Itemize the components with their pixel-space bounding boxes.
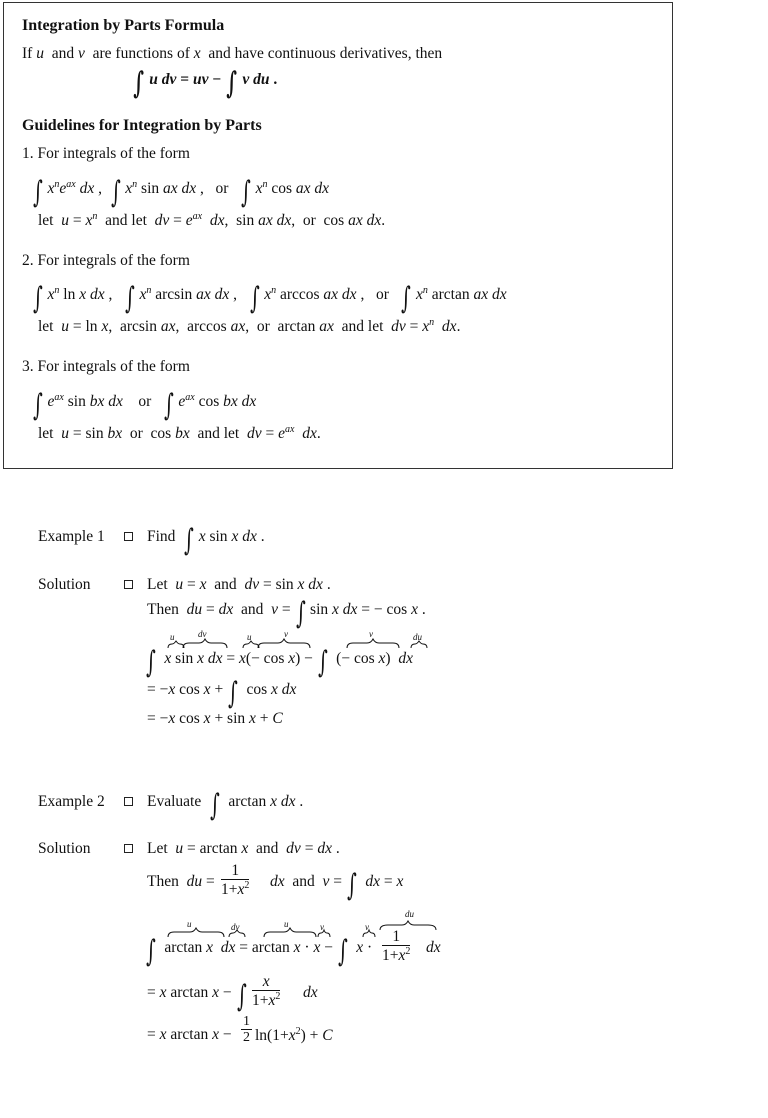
solution-2-line3-dx: dx	[426, 939, 441, 956]
guideline-3-head: 3. For integrals of the form	[22, 358, 190, 375]
solution-2-label: Solution	[38, 840, 91, 857]
solution-1-line1: Let u = x and dv = sin x dx .	[147, 576, 331, 593]
solution-1-line2: Then du = dx and v = ∫ sin x dx = − cos x .	[147, 596, 426, 631]
label-u: u	[170, 632, 175, 642]
svg-text:du: du	[405, 909, 414, 919]
guideline-1-forms: ∫ $x^ne^{ax}$ dx , ∫ $x^n$ sin ax dx , or ∫ $x^n$ cos ax dx	[32, 175, 330, 210]
label-v: v	[284, 629, 288, 639]
guidelines-title: Guidelines for Integration by Parts	[22, 117, 262, 134]
solution-1-label: Solution	[38, 576, 91, 593]
example-1-label: Example 1	[38, 528, 105, 545]
intro-text: If u and v are functions of x and have continuous derivatives, then	[22, 45, 443, 62]
solution-2-line1: Let u = arctan x and dv = dx .	[147, 840, 340, 857]
solution-2-line2-then: Then du =	[147, 873, 215, 890]
guideline-3-forms: ∫ $e^{ax}$ sin bx dx or ∫ $e^{ax}$ cos bx dx	[32, 388, 257, 423]
guideline-3-let: let u = sin bx or cos bx and let dv = $e^{ax}$ dx.	[38, 424, 321, 442]
solution-2-line4: = x arctan x − ∫	[147, 979, 247, 1014]
solution-1-line4: = −x cos x + ∫ cos x dx	[147, 676, 297, 711]
parts-formula: ∫ u dv = uv − ∫ v du .	[133, 66, 278, 101]
solution-2-line3-frac: $\frac{1}{1+x^2}$	[382, 928, 411, 965]
svg-text:u: u	[284, 919, 289, 929]
example-2-prompt: Evaluate ∫ arctan x dx .	[147, 788, 304, 823]
solution-1-line3: ∫ x sin x dx = x(− cos x) − ∫ (− cos x) dx	[145, 645, 413, 680]
solution-2-line5: = x arctan x −	[147, 1026, 232, 1043]
label-dv: dv	[198, 629, 207, 639]
label-v2: v	[369, 629, 373, 639]
guideline-2-let: let u = ln x, arcsin ax, arccos ax, or arctan ax and let dv = $x^n$ dx.	[38, 317, 461, 335]
example-1-prompt: Find ∫ x sin x dx .	[147, 523, 265, 558]
label-du: du	[413, 632, 422, 642]
box-title: Integration by Parts Formula	[22, 17, 225, 34]
guideline-2-head: 2. For integrals of the form	[22, 252, 190, 269]
svg-text:u: u	[187, 919, 192, 929]
guideline-1-let: let $u = x^n$ and let dv = $e^{ax}$ dx, sin ax dx, or cos ax dx.	[38, 211, 386, 229]
solution-2-line4-frac: $\frac{x}{1+x^2}$	[252, 973, 281, 1010]
guideline-1-head: 1. For integrals of the form	[22, 145, 190, 162]
svg-text:v: v	[320, 922, 324, 932]
solution-2-line5-rest: $\ln(1+x^2) + C$	[255, 1026, 333, 1044]
solution-2-line3: ∫ arctan x dx = arctan x · x − ∫ x ·	[145, 934, 373, 969]
solution-2-line2-rest: dx and v = ∫ dx = x	[270, 868, 404, 903]
example-2-label: Example 2	[38, 793, 105, 810]
solution-2-line4-dx: dx	[303, 984, 318, 1001]
svg-text:dv: dv	[231, 922, 240, 932]
solution-1-line5: = −x cos x + sin x + C	[147, 710, 283, 727]
solution-2-line2-frac: $\frac{1}{1+x^2}$	[221, 862, 250, 899]
svg-text:v: v	[365, 922, 369, 932]
guideline-2-forms: ∫ $x^n$ ln x dx , ∫ $x^n$ arcsin ax dx , ∫ $x^n$ arccos ax dx , or ∫ $x^n$ arctan ax dx	[32, 281, 507, 316]
label-u2: u	[247, 632, 252, 642]
solution-2-line5-frac: $\frac{1}{2}$	[243, 1014, 250, 1046]
